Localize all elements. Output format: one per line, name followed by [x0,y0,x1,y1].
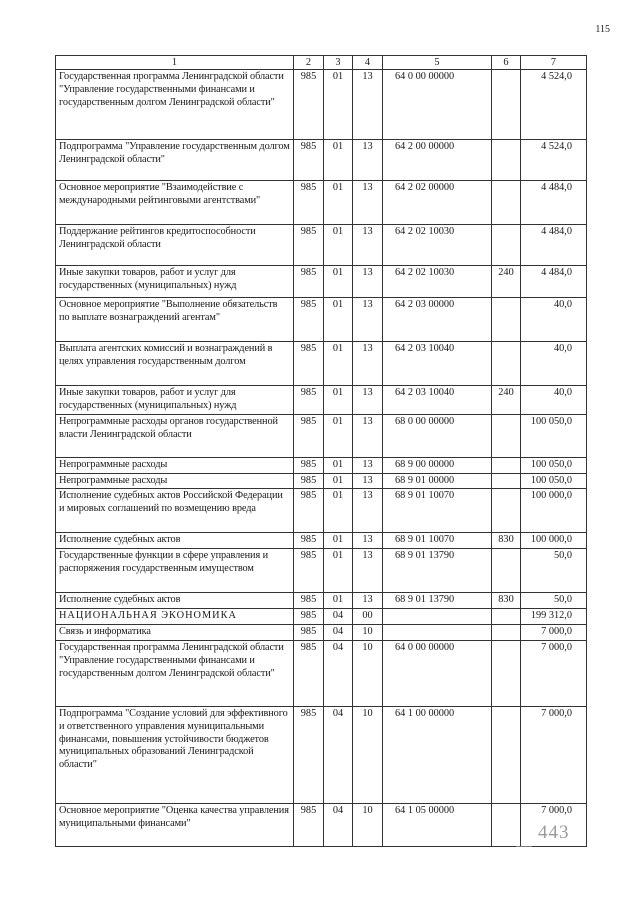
row-c2-cell: 985 [294,386,324,415]
row-c3-cell: 01 [324,489,353,533]
row-c7-cell: 7 000,0 [521,625,587,641]
row-c3-cell: 01 [324,266,353,298]
budget-table [55,55,587,847]
table-row [56,181,587,225]
row-c5-cell: 64 2 00 00000 [383,140,492,181]
row-c5-cell: 64 1 00 00000 [383,706,492,803]
row-name-cell: Государственная программа Ленинградской области "Управление государственными финансами и государственным долгом Ленинградской области" [56,640,294,706]
row-name-cell: Связь и информатика [56,625,294,641]
table-row [56,140,587,181]
row-c2-cell: 985 [294,549,324,593]
row-c6-cell: 830 [492,533,521,549]
table-row [56,70,587,140]
row-c6-cell [492,609,521,625]
scan-mark [516,846,532,847]
row-c3-cell: 04 [324,706,353,803]
row-name-cell: Подпрограмма "Создание условий для эффективного и ответственного управления муниципальными финансами, повышения устойчивости бюджетов муниципальных образований Ленинградской области" [56,706,294,803]
row-c2-cell: 985 [294,706,324,803]
row-c2-cell: 985 [294,140,324,181]
row-c3-cell: 01 [324,298,353,342]
row-c6-cell [492,549,521,593]
row-name-cell: Непрограммные расходы [56,473,294,489]
row-c6-cell [492,706,521,803]
row-c3-cell: 01 [324,549,353,593]
row-c5-cell: 64 2 03 10040 [383,342,492,386]
row-c6-cell [492,298,521,342]
row-c3-cell: 01 [324,140,353,181]
row-c4-cell: 13 [353,593,383,609]
row-c5-cell: 68 9 01 13790 [383,549,492,593]
row-c4-cell: 13 [353,386,383,415]
header-col-2: 2 [294,56,324,70]
row-c5-cell: 64 2 03 00000 [383,298,492,342]
row-c5-cell: 64 0 00 00000 [383,70,492,140]
row-c6-cell [492,140,521,181]
row-name-cell: Основное мероприятие "Выполнение обязательств по выплате вознаграждений агентам" [56,298,294,342]
table-row [56,414,587,457]
row-c2-cell: 985 [294,457,324,473]
row-c7-cell: 100 050,0 [521,414,587,457]
table-row [56,225,587,266]
header-col-6: 6 [492,56,521,70]
table-header-row [56,56,587,70]
row-c2-cell: 985 [294,181,324,225]
row-c5-cell: 68 9 00 00000 [383,457,492,473]
table-row [56,533,587,549]
header-col-1: 1 [56,56,294,70]
row-c7-cell: 4 524,0 [521,70,587,140]
row-c5-cell: 64 2 02 00000 [383,181,492,225]
row-c6-cell: 240 [492,266,521,298]
row-c2-cell: 985 [294,414,324,457]
row-c2-cell: 985 [294,625,324,641]
table-row [56,298,587,342]
row-name-cell: Иные закупки товаров, работ и услуг для государственных (муниципальных) нужд [56,266,294,298]
row-c6-cell [492,640,521,706]
row-c7-cell: 7 000,0 [521,803,587,846]
row-name-cell: НАЦИОНАЛЬНАЯ ЭКОНОМИКА [56,609,294,625]
row-name-cell: Выплата агентских комиссий и вознаграждений в целях управления государственным долгом [56,342,294,386]
row-name-cell: Поддержание рейтингов кредитоспособности Ленинградской области [56,225,294,266]
row-c4-cell: 13 [353,298,383,342]
table-row [56,593,587,609]
row-c6-cell [492,489,521,533]
row-c3-cell: 01 [324,473,353,489]
table-row [56,803,587,846]
row-c7-cell: 199 312,0 [521,609,587,625]
row-c3-cell: 01 [324,533,353,549]
row-c3-cell: 01 [324,414,353,457]
row-c6-cell [492,181,521,225]
row-c4-cell: 13 [353,549,383,593]
table-row [56,625,587,641]
row-c4-cell: 13 [353,70,383,140]
header-col-4: 4 [353,56,383,70]
table-row [56,706,587,803]
row-c4-cell: 13 [353,342,383,386]
row-c2-cell: 985 [294,609,324,625]
row-c7-cell: 100 000,0 [521,489,587,533]
row-c6-cell [492,473,521,489]
row-c6-cell [492,625,521,641]
row-c2-cell: 985 [294,298,324,342]
row-c4-cell: 10 [353,803,383,846]
row-c6-cell [492,457,521,473]
row-c2-cell: 985 [294,342,324,386]
row-c6-cell [492,803,521,846]
row-name-cell: Непрограммные расходы органов государственной власти Ленинградской области [56,414,294,457]
row-c4-cell: 13 [353,225,383,266]
row-c4-cell: 00 [353,609,383,625]
row-name-cell: Государственные функции в сфере управления и распоряжения государственным имуществом [56,549,294,593]
row-c2-cell: 985 [294,593,324,609]
row-c7-cell: 7 000,0 [521,706,587,803]
row-c4-cell: 13 [353,533,383,549]
row-c7-cell: 50,0 [521,549,587,593]
row-c5-cell: 64 2 03 10040 [383,386,492,415]
row-c2-cell: 985 [294,70,324,140]
row-c3-cell: 01 [324,225,353,266]
row-c3-cell: 01 [324,593,353,609]
row-c6-cell: 830 [492,593,521,609]
row-c7-cell: 40,0 [521,386,587,415]
row-c2-cell: 985 [294,533,324,549]
row-c7-cell: 40,0 [521,342,587,386]
row-name-cell: Основное мероприятие "Оценка качества управления муниципальными финансами" [56,803,294,846]
row-c7-cell: 40,0 [521,298,587,342]
row-c2-cell: 985 [294,640,324,706]
row-name-cell: Непрограммные расходы [56,457,294,473]
row-c3-cell: 04 [324,609,353,625]
row-name-cell: Государственная программа Ленинградской области "Управление государственными финансами и государственным долгом Ленинградской области" [56,70,294,140]
table-row [56,549,587,593]
row-c6-cell [492,414,521,457]
row-c4-cell: 10 [353,706,383,803]
row-c7-cell: 100 050,0 [521,473,587,489]
row-c4-cell: 10 [353,640,383,706]
row-name-cell: Основное мероприятие "Взаимодействие с международными рейтинговыми агентствами" [56,181,294,225]
row-c3-cell: 01 [324,386,353,415]
row-c5-cell [383,609,492,625]
row-c3-cell: 04 [324,803,353,846]
row-c7-cell: 4 484,0 [521,181,587,225]
header-col-7: 7 [521,56,587,70]
row-c5-cell: 68 9 01 10070 [383,533,492,549]
row-c3-cell: 01 [324,70,353,140]
row-c6-cell [492,225,521,266]
row-c5-cell: 68 9 01 13790 [383,593,492,609]
row-c7-cell: 100 050,0 [521,457,587,473]
row-c7-cell: 4 484,0 [521,266,587,298]
row-c2-cell: 985 [294,266,324,298]
row-c5-cell: 68 9 01 10070 [383,489,492,533]
row-c4-cell: 13 [353,414,383,457]
row-c4-cell: 10 [353,625,383,641]
row-c5-cell: 68 0 00 00000 [383,414,492,457]
header-col-3: 3 [324,56,353,70]
row-c2-cell: 985 [294,473,324,489]
row-name-cell: Иные закупки товаров, работ и услуг для государственных (муниципальных) нужд [56,386,294,415]
row-c4-cell: 13 [353,457,383,473]
row-c2-cell: 985 [294,489,324,533]
row-c4-cell: 13 [353,266,383,298]
row-c5-cell: 64 2 02 10030 [383,225,492,266]
row-name-cell: Подпрограмма "Управление государственным долгом Ленинградской области" [56,140,294,181]
row-c7-cell: 4 484,0 [521,225,587,266]
row-name-cell: Исполнение судебных актов [56,593,294,609]
row-c3-cell: 01 [324,342,353,386]
row-c6-cell [492,342,521,386]
row-c4-cell: 13 [353,140,383,181]
row-c5-cell: 64 1 05 00000 [383,803,492,846]
table-row [56,489,587,533]
page-number: 115 [595,24,610,35]
row-c7-cell: 4 524,0 [521,140,587,181]
row-c5-cell: 68 9 01 00000 [383,473,492,489]
row-c4-cell: 13 [353,473,383,489]
table-row [56,609,587,625]
table-row [56,457,587,473]
table-row [56,386,587,415]
row-c5-cell [383,625,492,641]
row-c2-cell: 985 [294,225,324,266]
row-c3-cell: 04 [324,640,353,706]
row-c5-cell: 64 2 02 10030 [383,266,492,298]
row-c4-cell: 13 [353,489,383,533]
row-c6-cell: 240 [492,386,521,415]
row-c7-cell: 100 000,0 [521,533,587,549]
row-c7-cell: 7 000,0 [521,640,587,706]
table-row [56,342,587,386]
row-c6-cell [492,70,521,140]
row-c7-cell: 50,0 [521,593,587,609]
page-stamp: 443 [538,822,570,843]
row-name-cell: Исполнение судебных актов [56,533,294,549]
row-c2-cell: 985 [294,803,324,846]
row-c3-cell: 01 [324,457,353,473]
table-row [56,640,587,706]
header-col-5: 5 [383,56,492,70]
table-row [56,473,587,489]
table-row [56,266,587,298]
row-c4-cell: 13 [353,181,383,225]
row-c3-cell: 04 [324,625,353,641]
row-name-cell: Исполнение судебных актов Российской Федерации и мировых соглашений по возмещению вреда [56,489,294,533]
row-c3-cell: 01 [324,181,353,225]
row-c5-cell: 64 0 00 00000 [383,640,492,706]
